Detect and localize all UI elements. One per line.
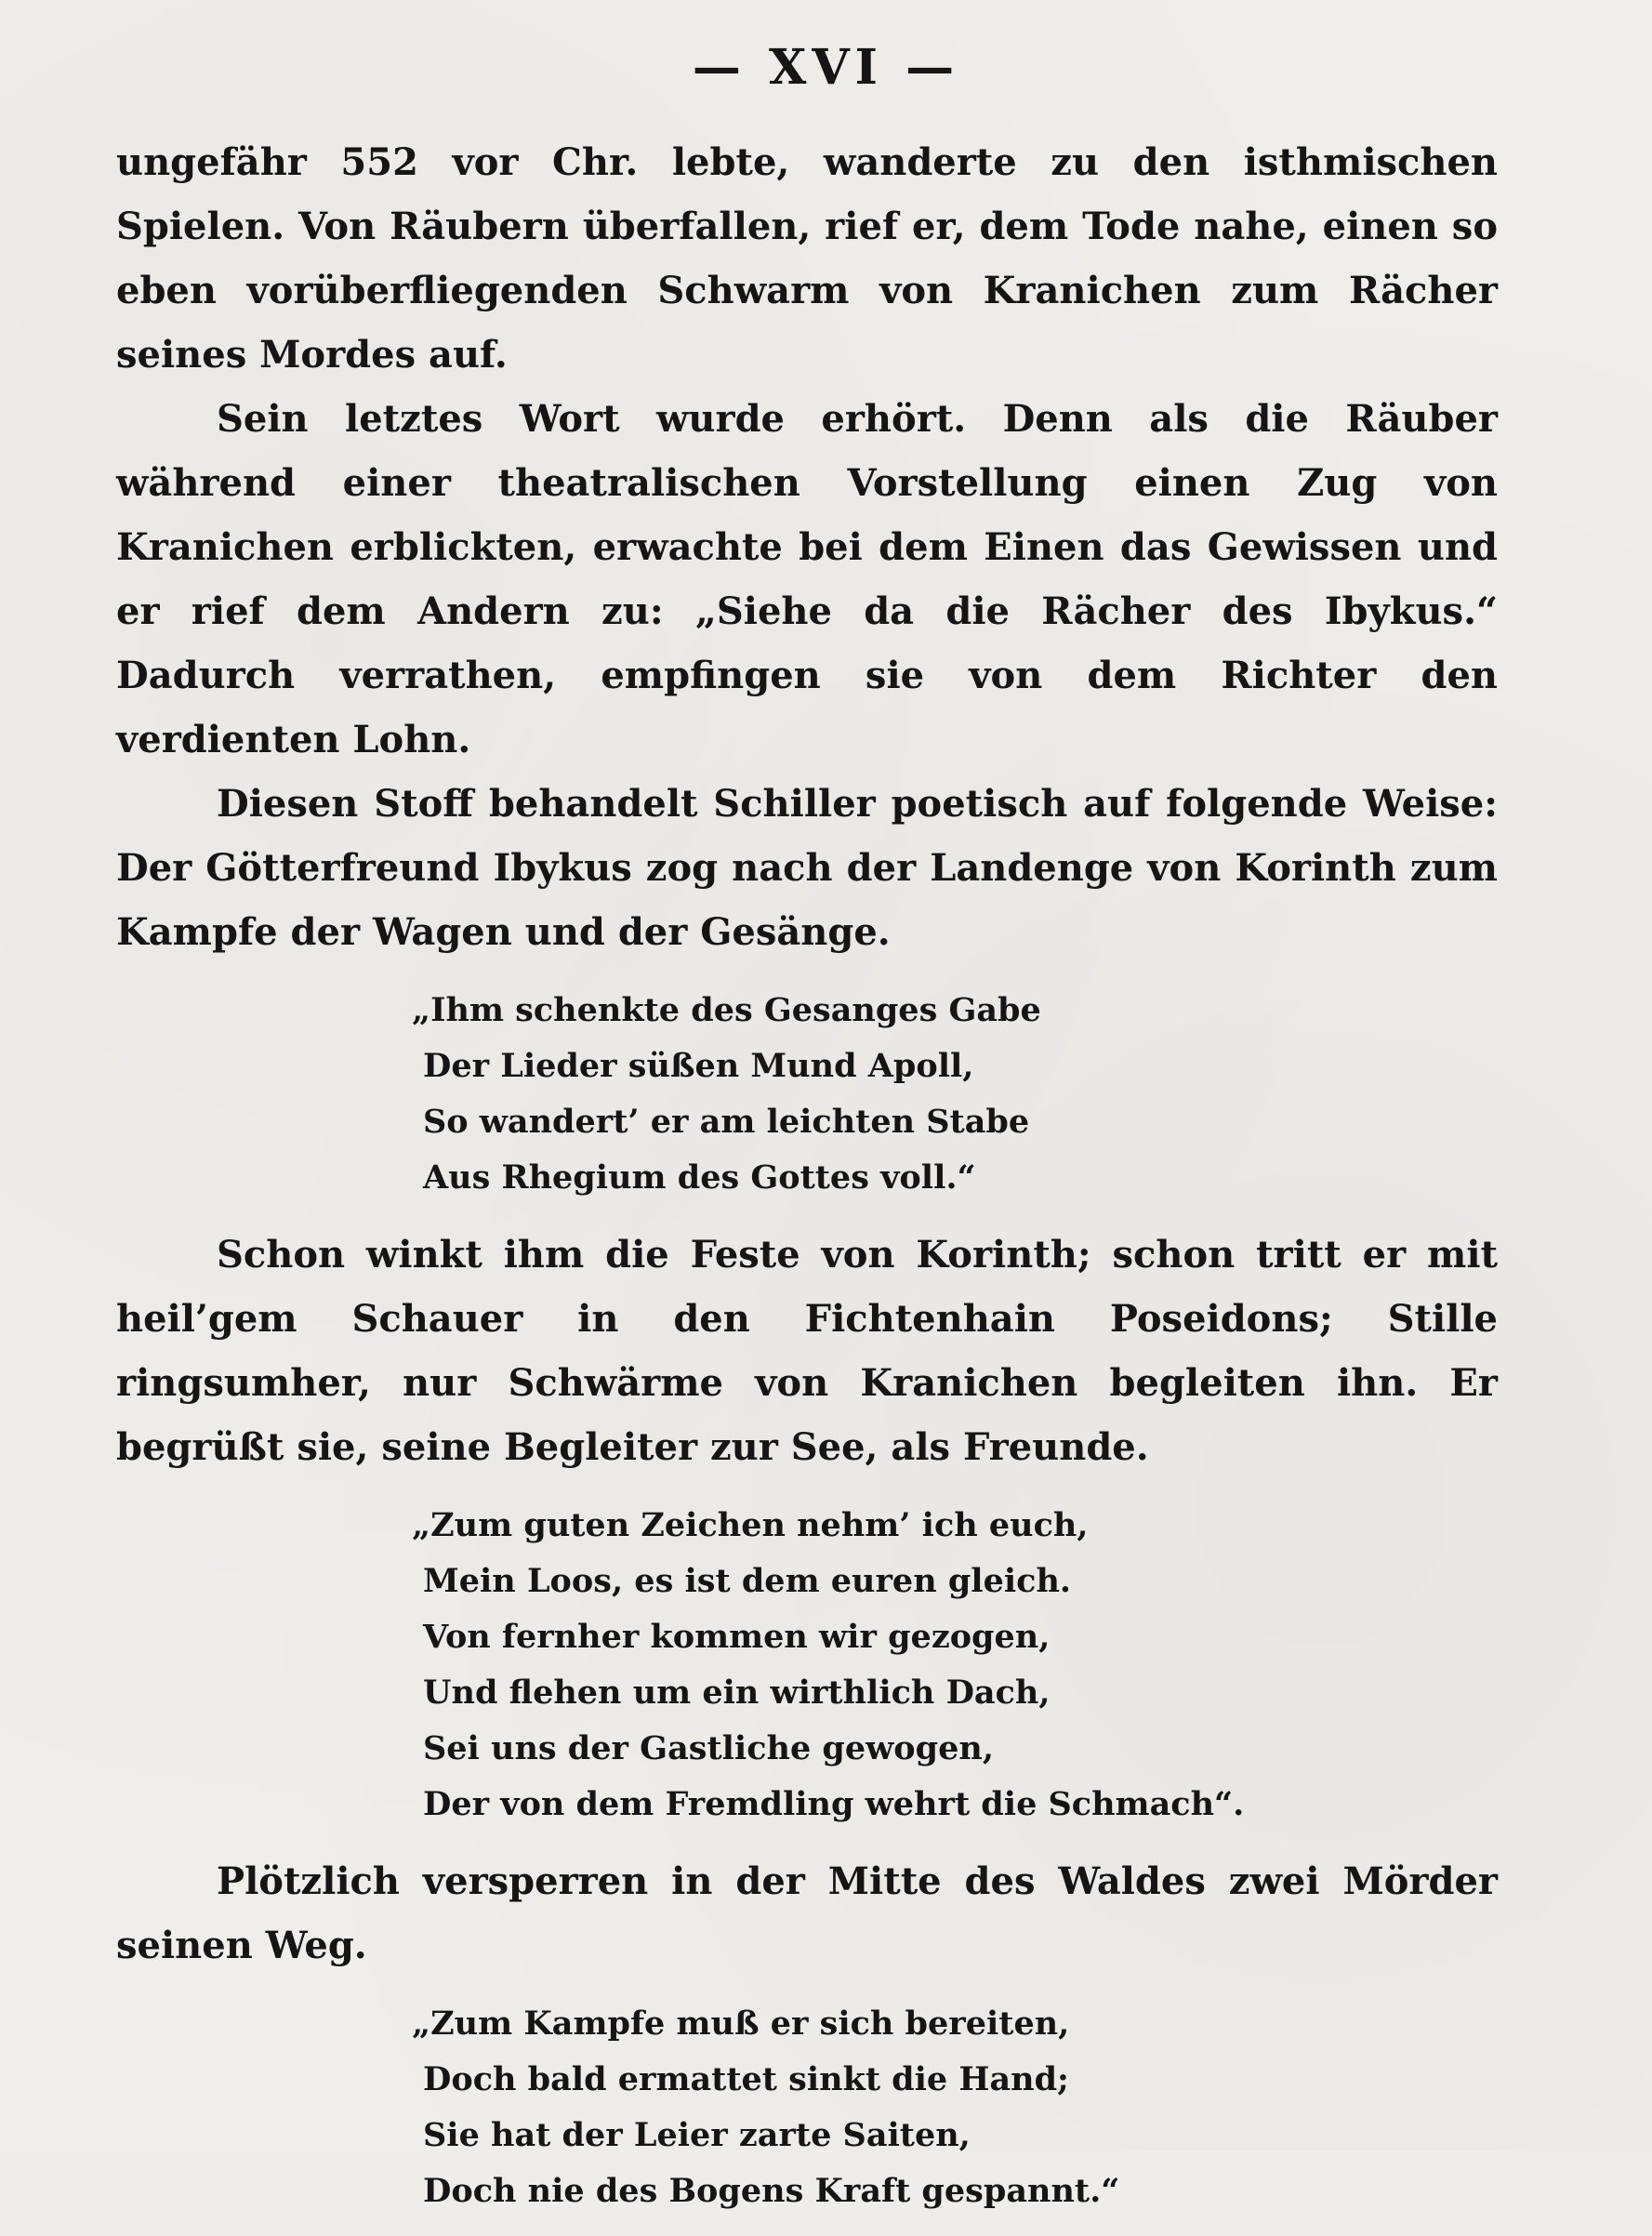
verse-line: Sie hat der Leier zarte Saiten, (423, 2116, 971, 2154)
verse-line: „Ihm schenkte des Gesanges Gabe (412, 991, 1041, 1029)
verse-line: Der von dem Fremdling wehrt die Schmach“. (423, 1785, 1245, 1823)
verse-block-2 (412, 1498, 1498, 1832)
verse-line: Doch nie des Bogens Kraft gespannt.“ (423, 2172, 1120, 2210)
verse-line: Aus Rhegium des Gottes voll.“ (423, 1158, 976, 1197)
page-number-header: — XVI — (692, 39, 960, 96)
verse-line: „Zum Kampfe muß er sich bereiten, (412, 2004, 1070, 2043)
verse-block-1 (412, 983, 1498, 1206)
verse-block-3 (412, 1996, 1498, 2219)
paragraph-4: Schon winkt ihm die Feste von Korinth; schon tritt er mit heil’gem Schauer in den Fichtenhain Poseidons; Stille ringsumher, nur Schwärme von Kranichen begleiten ihn. Er begrüßt sie, seine Begleiter zur See, als Freunde. (116, 1233, 1498, 1469)
verse-line: Von fernher kommen wir gezogen, (423, 1618, 1051, 1656)
verse-line: Doch bald ermattet sinkt die Hand; (423, 2060, 1069, 2098)
paragraph-5: Plötzlich versperren in der Mitte des Waldes zwei Mörder seinen Weg. (116, 1859, 1498, 1967)
paragraph-1: ungefähr 552 vor Chr. lebte, wanderte zu den isthmischen Spielen. Von Räubern überfallen, rief er, dem Tode nahe, einen so eben vorüberfliegenden Schwarm von Kranichen zum Rächer seines Mordes auf. (116, 140, 1498, 377)
paragraph-2: Sein letztes Wort wurde erhört. Denn als die Räuber während einer theatralischen Vorstellung einen Zug von Kranichen erblickten, erwachte bei dem Einen das Gewissen und er rief dem Andern zu: „Siehe da die Rächer des Ibykus.“ Dadurch verrathen, empfingen sie von dem Richter den verdienten Lohn. (116, 397, 1498, 761)
verse-line: Sei uns der Gastliche gewogen, (423, 1729, 995, 1767)
page-body (116, 130, 1498, 2236)
verse-line: Mein Loos, es ist dem euren gleich. (423, 1562, 1072, 1600)
verse-line: Und flehen um ein wirthlich Dach, (423, 1674, 1051, 1712)
verse-line: „Zum guten Zeichen nehm’ ich euch, (412, 1506, 1089, 1544)
verse-line: Der Lieder süßen Mund Apoll, (423, 1047, 974, 1085)
verse-line: So wandert’ er am leichten Stabe (423, 1103, 1030, 1141)
paragraph-3: Diesen Stoff behandelt Schiller poetisch auf folgende Weise: Der Götterfreund Ibykus zog nach der Landenge von Korinth zum Kampfe der Wagen und der Gesänge. (116, 782, 1498, 954)
